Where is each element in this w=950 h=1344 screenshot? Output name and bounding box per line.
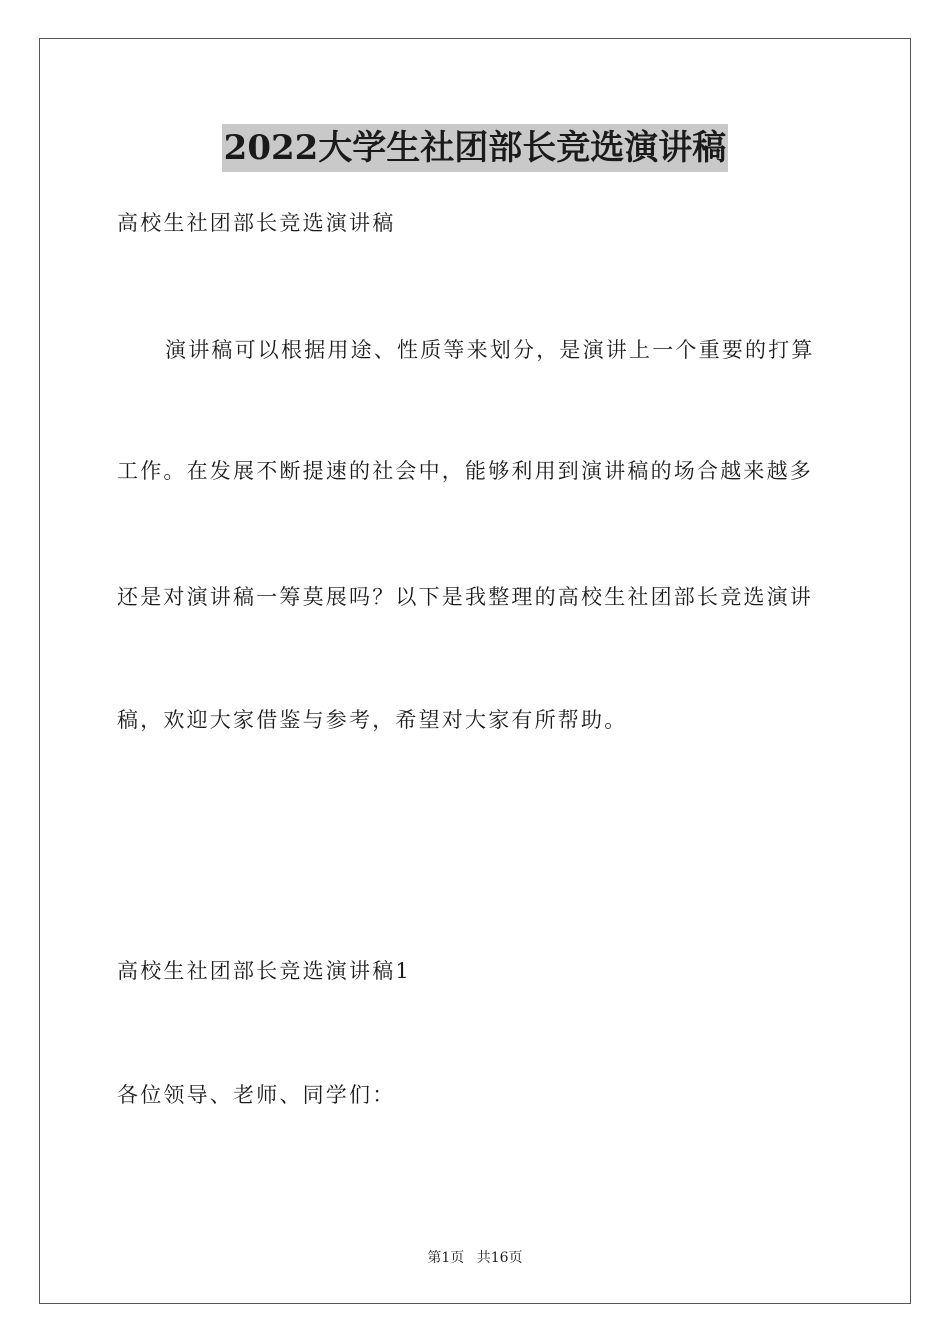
page-number-total: 共16页 — [476, 1250, 523, 1266]
page-number-current: 第1页 — [427, 1250, 465, 1266]
paragraph-line-4: 稿，欢迎大家借鉴与参考，希望对大家有所帮助。 — [117, 708, 628, 732]
greeting-line: 各位领导、老师、同学们： — [117, 1083, 396, 1107]
section-heading: 高校生社团部长竞选演讲稿1 — [117, 959, 411, 983]
paragraph-line-2: 工作。在发展不断提速的社会中，能够利用到演讲稿的场合越来越多 — [117, 459, 813, 483]
page-footer — [0, 1248, 950, 1268]
title-container — [0, 124, 950, 172]
paragraph-line-3: 还是对演讲稿一筹莫展吗？以下是我整理的高校生社团部长竞选演讲 — [117, 585, 813, 609]
document-subtitle: 高校生社团部长竞选演讲稿 — [117, 211, 396, 235]
document-title: 2022大学生社团部长竞选演讲稿 — [222, 124, 729, 172]
paragraph-line-1: 演讲稿可以根据用途、性质等来划分，是演讲上一个重要的打算 — [165, 338, 815, 362]
